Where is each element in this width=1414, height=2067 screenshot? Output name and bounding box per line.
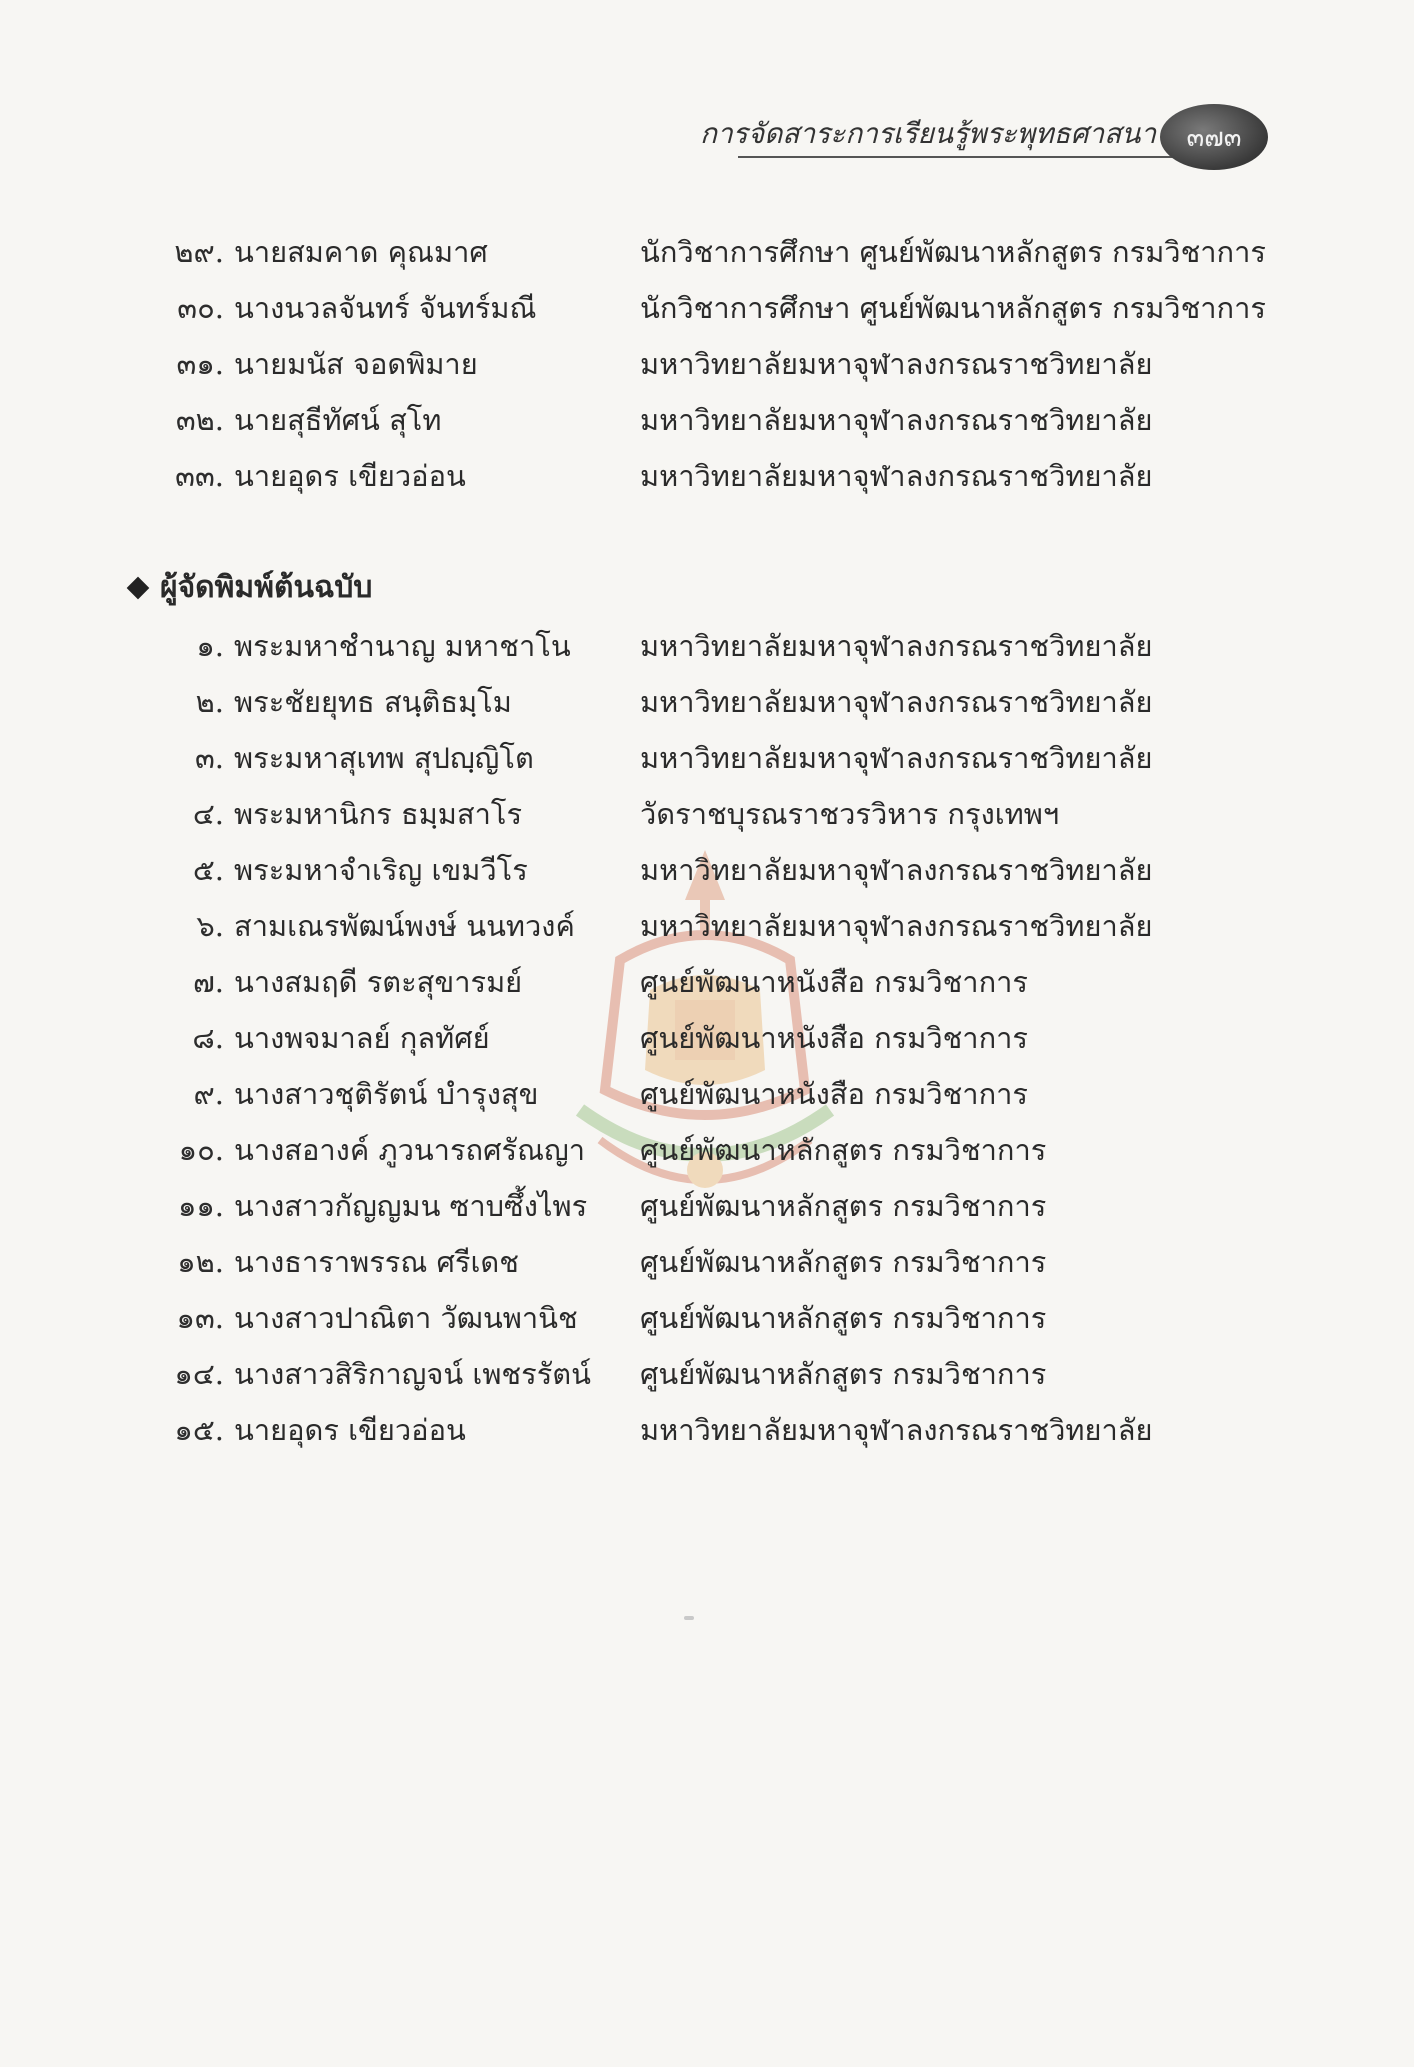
list-item <box>0 1406 1414 1454</box>
section-heading <box>130 562 372 614</box>
item-affiliation: ศูนย์พัฒนาหลักสูตร กรมวิชาการ <box>640 1245 1047 1279</box>
list-item <box>0 734 1414 782</box>
list-item <box>0 958 1414 1006</box>
item-number: ๑๕. <box>174 1413 224 1447</box>
item-number: ๘. <box>192 1021 224 1055</box>
item-number: ๒๙. <box>174 235 224 269</box>
item-number: ๑๔. <box>174 1357 224 1391</box>
item-affiliation: มหาวิทยาลัยมหาจุฬาลงกรณราชวิทยาลัย <box>640 629 1153 663</box>
item-name: นางสาวสิริกาญจน์ เพชรรัตน์ <box>234 1357 591 1391</box>
item-affiliation: นักวิชาการศึกษา ศูนย์พัฒนาหลักสูตร กรมวิชาการ <box>640 235 1266 269</box>
item-affiliation: ศูนย์พัฒนาหลักสูตร กรมวิชาการ <box>640 1357 1047 1391</box>
item-affiliation: มหาวิทยาลัยมหาจุฬาลงกรณราชวิทยาลัย <box>640 741 1153 775</box>
item-affiliation: มหาวิทยาลัยมหาจุฬาลงกรณราชวิทยาลัย <box>640 909 1153 943</box>
item-name: พระชัยยุทธ สนฺติธมฺโม <box>234 685 512 719</box>
item-affiliation: ศูนย์พัฒนาหนังสือ กรมวิชาการ <box>640 1077 1029 1111</box>
item-number: ๑๐. <box>178 1133 224 1167</box>
list-item <box>0 452 1414 500</box>
list-item <box>0 228 1414 276</box>
item-number: ๑๑. <box>177 1189 224 1223</box>
list-item <box>0 284 1414 332</box>
item-name: พระมหาชำนาญ มหาชาโน <box>234 629 571 663</box>
item-name: พระมหาจำเริญ เขมวีโร <box>234 853 528 887</box>
header-rule <box>738 156 1178 158</box>
item-number: ๔. <box>192 797 224 831</box>
item-name: นางสาวปาณิตา วัฒนพานิช <box>234 1301 578 1335</box>
item-name: นายมนัส จอดพิมาย <box>234 347 478 381</box>
list-item <box>0 846 1414 894</box>
item-affiliation: ศูนย์พัฒนาหลักสูตร กรมวิชาการ <box>640 1133 1047 1167</box>
item-affiliation: มหาวิทยาลัยมหาจุฬาลงกรณราชวิทยาลัย <box>640 459 1153 493</box>
section-heading-label: ผู้จัดพิมพ์ต้นฉบับ <box>160 570 373 605</box>
item-affiliation: ศูนย์พัฒนาหลักสูตร กรมวิชาการ <box>640 1301 1047 1335</box>
item-number: ๓๑. <box>176 347 224 381</box>
list-item <box>0 1126 1414 1174</box>
item-name: นางนวลจันทร์ จันทร์มณี <box>234 291 537 325</box>
item-number: ๑๓. <box>176 1301 224 1335</box>
item-number: ๑. <box>196 629 224 663</box>
item-name: นายอุดร เขียวอ่อน <box>234 1413 466 1447</box>
item-affiliation: วัดราชบุรณราชวรวิหาร กรุงเทพฯ <box>640 797 1060 831</box>
item-number: ๓. <box>194 741 224 775</box>
item-name: นางสมฤดี รตะสุขารมย์ <box>234 965 523 999</box>
item-number: ๗. <box>192 965 224 999</box>
item-number: ๑๒. <box>177 1245 224 1279</box>
item-affiliation: ศูนย์พัฒนาหลักสูตร กรมวิชาการ <box>640 1189 1047 1223</box>
list-item <box>0 1182 1414 1230</box>
list-item <box>0 340 1414 388</box>
item-number: ๖. <box>196 909 224 943</box>
item-name: นางสาวชุติรัตน์ บำรุงสุข <box>234 1077 539 1111</box>
list-item <box>0 678 1414 726</box>
item-affiliation: มหาวิทยาลัยมหาจุฬาลงกรณราชวิทยาลัย <box>640 347 1153 381</box>
item-number: ๕. <box>192 853 224 887</box>
item-number: ๓๒. <box>175 403 224 437</box>
item-affiliation: ศูนย์พัฒนาหนังสือ กรมวิชาการ <box>640 965 1029 999</box>
item-number: ๙. <box>193 1077 224 1111</box>
item-affiliation: นักวิชาการศึกษา ศูนย์พัฒนาหลักสูตร กรมวิชาการ <box>640 291 1266 325</box>
item-affiliation: มหาวิทยาลัยมหาจุฬาลงกรณราชวิทยาลัย <box>640 403 1153 437</box>
item-affiliation: มหาวิทยาลัยมหาจุฬาลงกรณราชวิทยาลัย <box>640 1413 1153 1447</box>
item-name: นางสอางค์ ภูวนารถศรัณญา <box>234 1133 585 1167</box>
paper-speck <box>684 1616 694 1620</box>
diamond-bullet-icon <box>127 577 150 600</box>
list-item <box>0 396 1414 444</box>
item-number: ๓๐. <box>177 291 224 325</box>
list-item <box>0 1070 1414 1118</box>
list-item <box>0 622 1414 670</box>
list-item <box>0 902 1414 950</box>
list-item <box>0 1238 1414 1286</box>
item-name: นางพจมาลย์ กุลทัศย์ <box>234 1021 490 1055</box>
item-name: นางธาราพรรณ ศรีเดช <box>234 1245 519 1279</box>
item-name: พระมหาสุเทพ สุปญฺญิโต <box>234 741 534 775</box>
item-number: ๓๓. <box>175 459 224 493</box>
item-number: ๒. <box>195 685 224 719</box>
item-name: สามเณรพัฒน์พงษ์ นนทวงค์ <box>234 909 575 943</box>
list-item <box>0 790 1414 838</box>
item-name: พระมหานิกร ธมฺมสาโร <box>234 797 523 831</box>
item-affiliation: มหาวิทยาลัยมหาจุฬาลงกรณราชวิทยาลัย <box>640 685 1153 719</box>
item-affiliation: มหาวิทยาลัยมหาจุฬาลงกรณราชวิทยาลัย <box>640 853 1153 887</box>
list-item <box>0 1350 1414 1398</box>
list-item <box>0 1294 1414 1342</box>
list-item <box>0 1014 1414 1062</box>
item-affiliation: ศูนย์พัฒนาหนังสือ กรมวิชาการ <box>640 1021 1029 1055</box>
page-number-badge: ๓๗๓ <box>1160 104 1268 170</box>
item-name: นายสมคาด คุณมาศ <box>234 235 488 269</box>
item-name: นายสุธีทัศน์ สุโท <box>234 403 442 437</box>
item-name: นายอุดร เขียวอ่อน <box>234 459 466 493</box>
running-header-title: การจัดสาระการเรียนรู้พระพุทธศาสนา <box>700 117 1157 150</box>
item-name: นางสาวกัญญมน ซาบซึ้งไพร <box>234 1189 588 1223</box>
